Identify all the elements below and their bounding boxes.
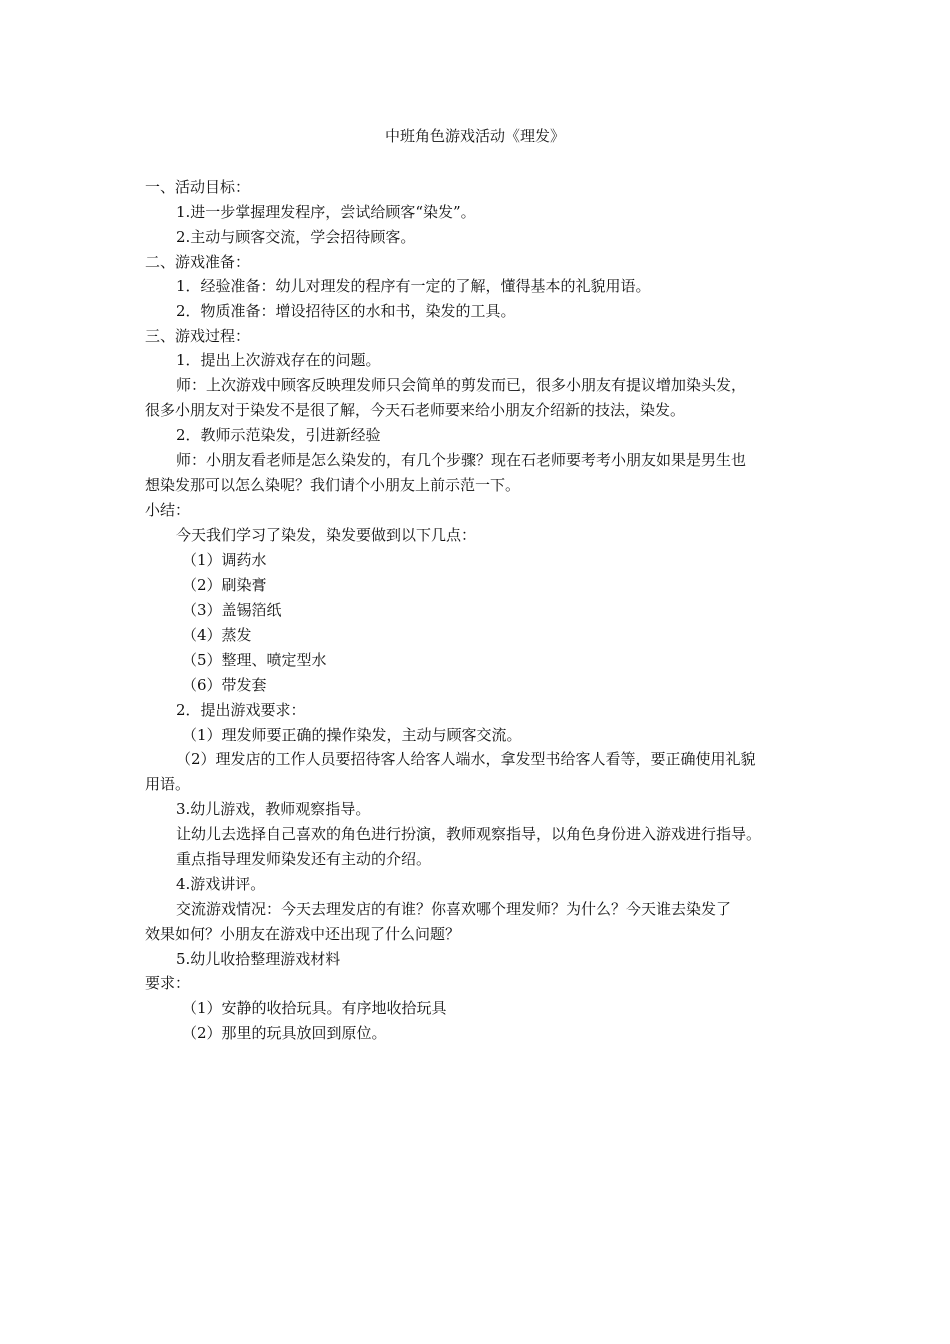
paragraph-line: 2．物质准备：增设招待区的水和书，染发的工具。 [176,302,516,320]
paragraph-line: 想染发那可以怎么染呢？我们请个小朋友上前示范一下。 [145,476,521,494]
section-heading-summary: 小结： [145,501,191,519]
section-heading-preparation: 二、游戏准备： [145,253,251,271]
paragraph-line: 交流游戏情况：今天去理发店的有谁？你喜欢哪个理发师？为什么？今天谁去染发了 [176,900,732,918]
list-item: （3）盖锡箔纸 [182,601,282,619]
list-item: （2）刷染膏 [182,576,267,594]
section-heading-goals: 一、活动目标： [145,178,251,196]
paragraph-line: 师：小朋友看老师是怎么染发的，有几个步骤？现在石老师要考考小朋友如果是男生也 [176,451,747,469]
list-item: （4）蒸发 [182,626,252,644]
paragraph-line: 2.主动与顾客交流，学会招待顾客。 [176,228,416,246]
paragraph-line: 5.幼儿收拾整理游戏材料 [176,950,341,968]
paragraph-line: 让幼儿去选择自己喜欢的角色进行扮演，教师观察指导，以角色身份进入游戏进行指导。 [176,825,762,843]
list-item: （2）理发店的工作人员要招待客人给客人端水，拿发型书给客人看等，要正确使用礼貌 [176,750,756,768]
paragraph-line: 效果如何？小朋友在游戏中还出现了什么问题？ [145,925,461,943]
list-item: （1）理发师要正确的操作染发，主动与顾客交流。 [182,726,522,744]
list-item: （2）那里的玩具放回到原位。 [182,1024,387,1042]
document-title: 中班角色游戏活动《理发》 [384,127,565,145]
paragraph-line: 重点指导理发师染发还有主动的介绍。 [176,850,432,868]
list-item: （6）带发套 [182,676,267,694]
paragraph-line: 1．经验准备：幼儿对理发的程序有一定的了解，懂得基本的礼貌用语。 [176,277,651,295]
paragraph-line: 1.进一步掌握理发程序，尝试给顾客“染发”。 [176,203,476,221]
section-heading-requirements: 要求： [145,974,191,992]
list-item: （1）调药水 [182,551,267,569]
paragraph-line: 3.幼儿游戏，教师观察指导。 [176,800,371,818]
paragraph-line: 今天我们学习了染发，染发要做到以下几点： [176,526,477,544]
paragraph-line: 2．提出游戏要求： [176,701,306,719]
paragraph-line: 很多小朋友对于染发不是很了解，今天石老师要来给小朋友介绍新的技法，染发。 [145,401,686,419]
paragraph-line: 用语。 [145,775,191,793]
list-item: （1）安静的收拾玩具。有序地收拾玩具 [182,999,447,1017]
paragraph-line: 4.游戏讲评。 [176,875,266,893]
list-item: （5）整理、喷定型水 [182,651,327,669]
section-heading-process: 三、游戏过程： [145,327,251,345]
paragraph-line: 师：上次游戏中顾客反映理发师只会简单的剪发而已，很多小朋友有提议增加染头发， [176,376,747,394]
paragraph-line: 1．提出上次游戏存在的问题。 [176,351,381,369]
paragraph-line: 2．教师示范染发，引进新经验 [176,426,381,444]
